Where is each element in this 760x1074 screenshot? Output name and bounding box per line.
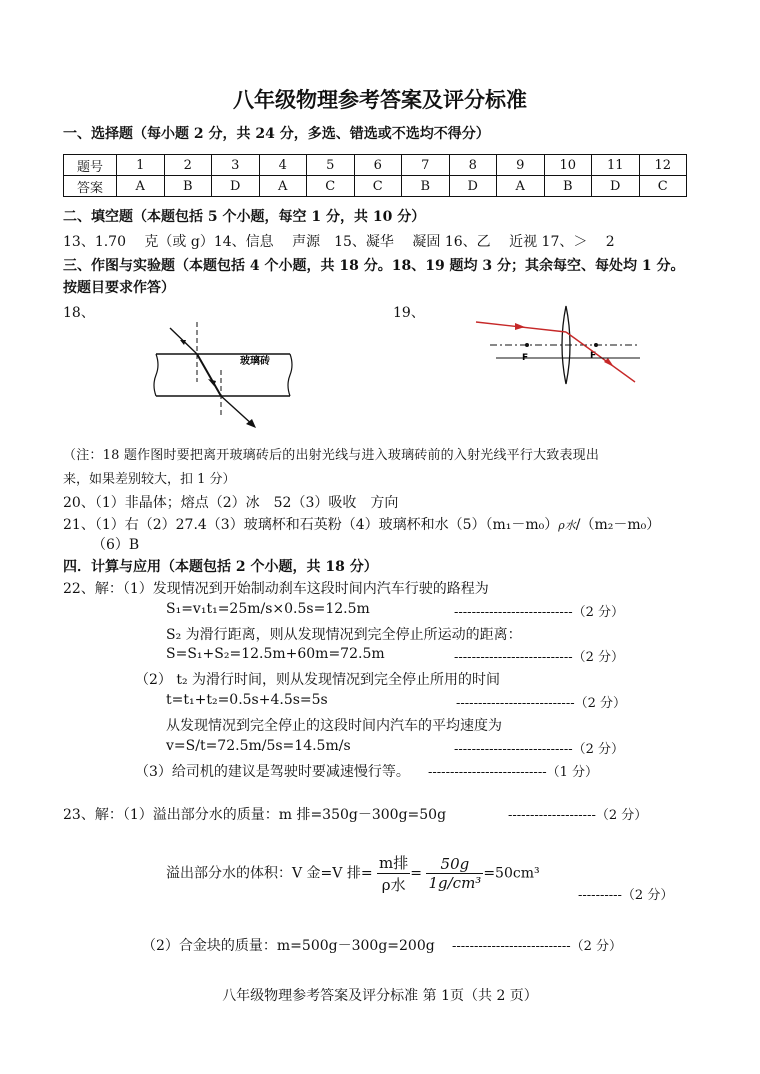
question-number-row	[64, 155, 687, 176]
q22-part2: （2） t₂ 为滑行时间，则从发现情况到完全停止所用的时间	[135, 672, 501, 688]
q22-score5: ---------------------------（1 分）	[428, 765, 599, 780]
question-number: 11	[592, 155, 640, 176]
fraction-numerator: 50g	[426, 855, 483, 874]
fraction-mass-density	[377, 852, 410, 895]
section2-heading: 二、填空题（本题包括 5 个小题，每空 1 分，共 10 分）	[63, 209, 426, 225]
q21-answer	[63, 514, 660, 534]
question-number: 5	[307, 155, 355, 176]
row-label: 答案	[64, 176, 117, 197]
section3-heading-cont: 按题目要求作答）	[63, 280, 175, 296]
answer-cell: D	[592, 176, 640, 197]
q22-text2: S₂ 为滑行距离，则从发现情况到完全停止所运动的距离：	[166, 627, 522, 643]
glass-block-diagram	[150, 320, 300, 438]
answer-cell: A	[497, 176, 545, 197]
question-number: 2	[164, 155, 212, 176]
q23-score1: --------------------（2 分）	[508, 808, 648, 823]
q22-score4: ---------------------------（2 分）	[454, 742, 625, 757]
question-number: 9	[497, 155, 545, 176]
q23-score3: ---------------------------（2 分）	[452, 939, 623, 954]
answer-cell: D	[212, 176, 260, 197]
fraction-numerator: m排	[379, 854, 409, 872]
q22-part3: （3）给司机的建议是驾驶时要减速慢行等。	[135, 764, 410, 780]
answer-cell: C	[307, 176, 355, 197]
question-number: 8	[449, 155, 497, 176]
question-number: 1	[117, 155, 165, 176]
q23-volume-line	[166, 852, 540, 895]
q22-text4: 从发现情况到完全停止的这段时间内汽车的平均速度为	[166, 718, 502, 734]
question-number: 4	[259, 155, 307, 176]
q19-label: 19、	[393, 305, 425, 321]
answer-cell: C	[354, 176, 402, 197]
answer-cell: B	[544, 176, 592, 197]
page-footer: 八年级物理参考答案及评分标准 第 1页（共 2 页）	[222, 988, 538, 1004]
fill-in-answers: 13、1.70 克（或 g）14、信息 声源 15、凝华 凝固 16、乙 近视 17、＞ 2	[63, 234, 615, 250]
q23-mass: （2）合金块的质量：m=500g－300g=200g	[142, 938, 435, 954]
answer-cell: A	[259, 176, 307, 197]
glass-label: 玻璃砖	[240, 356, 270, 367]
fraction-denominator: 1g/cm³	[428, 874, 482, 892]
q18-note-cont: 来，如果差别较大，扣 1 分）	[63, 472, 236, 487]
answer-cell: A	[117, 176, 165, 197]
answer-cell: C	[639, 176, 687, 197]
fraction-denominator: ρ水	[381, 876, 406, 894]
question-number: 6	[354, 155, 402, 176]
answer-table	[63, 154, 687, 197]
q22-eq2: S=S₁+S₂=12.5m+60m=72.5m	[166, 646, 385, 662]
question-number: 10	[544, 155, 592, 176]
q18-note: （注：18 题作图时要把离开玻璃砖后的出射光线与进入玻璃砖前的入射光线平行大致表现出	[63, 448, 600, 463]
q21-prefix: 21、（1）右（2）27.4（3）玻璃杯和石英粉（4）玻璃杯和水（5）（m₁－m₀）	[63, 517, 559, 533]
q21-suffix: /（m₂－m₀）	[575, 517, 661, 533]
answer-cell: B	[402, 176, 450, 197]
section4-heading: 四．计算与应用（本题包括 2 个小题，共 18 分）	[63, 559, 378, 575]
rho-water: ρ水	[558, 519, 576, 532]
answer-cell: B	[164, 176, 212, 197]
q22-intro: 22、解：（1）发现情况到开始制动刹车这段时间内汽车行驶的路程为	[63, 581, 489, 597]
q22-score2: ---------------------------（2 分）	[454, 650, 625, 665]
section1-heading: 一、选择题（每小题 2 分，共 24 分，多选、错选或不选均不得分）	[63, 126, 490, 142]
focus-label-left: F	[522, 353, 529, 363]
q22-score1: ---------------------------（2 分）	[454, 605, 625, 620]
q22-eq1: S₁=v₁t₁=25m/s×0.5s=12.5m	[166, 601, 370, 617]
q20-answer: 20、（1）非晶体；熔点（2）冰 52（3）吸收 方向	[63, 495, 399, 511]
answer-row	[64, 176, 687, 197]
question-number: 12	[639, 155, 687, 176]
question-number: 7	[402, 155, 450, 176]
q22-eq3: t=t₁+t₂=0.5s+4.5s=5s	[166, 692, 328, 708]
equals-sign: =	[410, 865, 423, 882]
fraction-values	[426, 855, 483, 892]
q23-intro: 23、解：（1）溢出部分水的质量：m 排=350g－300g=50g	[63, 807, 447, 823]
q23-volume-result: =50cm³	[483, 865, 540, 882]
q18-label: 18、	[63, 305, 95, 321]
answer-cell: D	[449, 176, 497, 197]
focus-label-right: F	[590, 351, 597, 361]
question-number: 3	[212, 155, 260, 176]
q22-score3: ---------------------------（2 分）	[456, 696, 627, 711]
page-title: 八年级物理参考答案及评分标准	[233, 87, 527, 112]
q21-answer-cont: （6）B	[92, 537, 140, 553]
q22-eq4: v=S/t=72.5m/5s=14.5m/s	[166, 738, 351, 754]
convex-lens-diagram	[470, 302, 645, 388]
q23-volume-prefix: 溢出部分水的体积：V 金=V 排=	[166, 865, 373, 882]
row-label: 题号	[64, 155, 117, 176]
section3-heading: 三、作图与实验题（本题包括 4 个小题，共 18 分。18、19 题均 3 分；其余每空、每处均 1 分。	[63, 258, 685, 274]
q23-score2: ----------（2 分）	[578, 888, 674, 903]
